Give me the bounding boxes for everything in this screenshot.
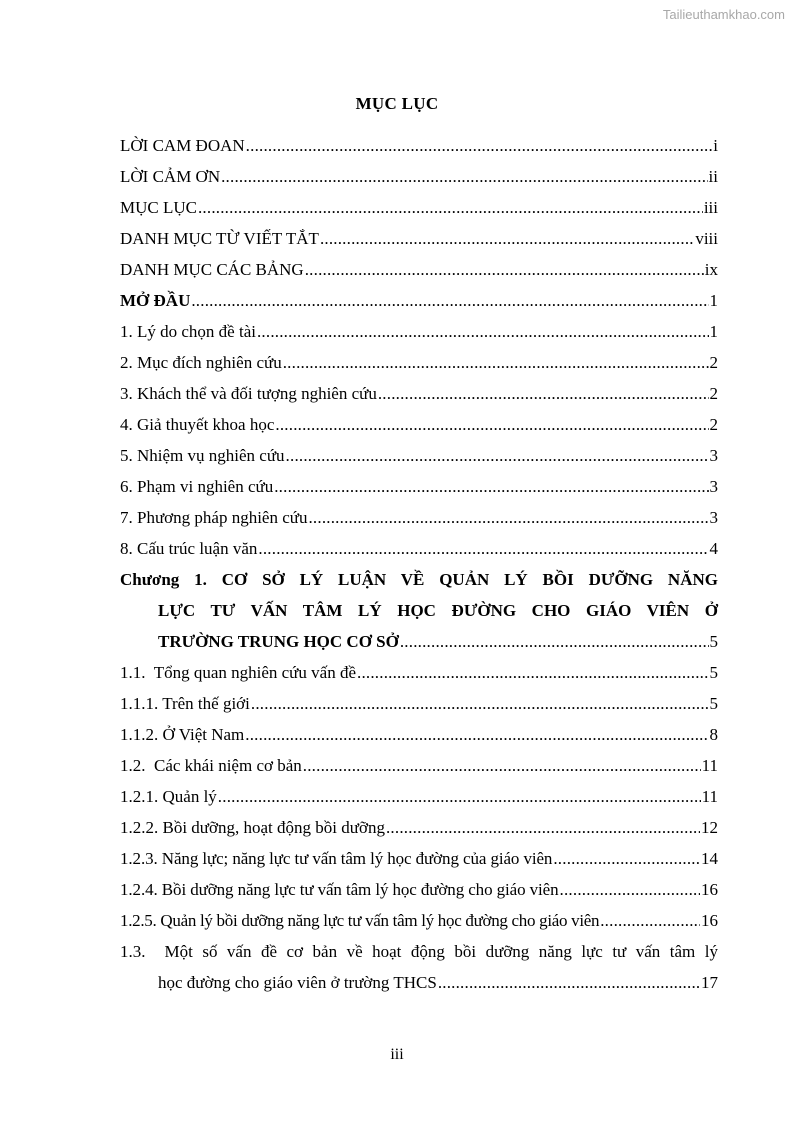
page-title: MỤC LỤC (355, 94, 439, 113)
toc-entry-danh-muc-cac-bang: DANH MỤC CÁC BẢNG ..... ix (120, 254, 718, 285)
toc-entry-cau-truc: 8. Cấu trúc luận văn ..... 4 (120, 533, 718, 564)
toc-section-1-2-3: 1.2.3. Năng lực; năng lực tư vấn tâm lý học đường của giáo viên ..... 14 (120, 843, 718, 874)
toc-entry-khach-the: 3. Khách thể và đối tượng nghiên cứu ..... 2 (120, 378, 718, 409)
toc-section-1-2-4: 1.2.4. Bồi dưỡng năng lực tư vấn tâm lý học đường cho giáo viên ..... 16 (120, 874, 718, 905)
toc-entry-muc-dich: 2. Mục đích nghiên cứu ..... 2 (120, 347, 718, 378)
toc-entry-loi-cam-doan: LỜI CAM ĐOAN ..... i (120, 130, 718, 161)
toc-section-1-2-5: 1.2.5. Quản lý bồi dưỡng năng lực tư vấn tâm lý học đường cho giáo viên ..... 16 (120, 905, 718, 936)
page-number: iii (390, 1046, 404, 1063)
toc-section-1-2-2: 1.2.2. Bồi dưỡng, hoạt động bồi dưỡng ..... 12 (120, 812, 718, 843)
toc-section-1-2-1: 1.2.1. Quản lý ..... 11 (120, 781, 718, 812)
table-of-contents (120, 130, 718, 998)
toc-section-1-2: 1.2. Các khái niệm cơ bản ..... 11 (120, 750, 718, 781)
toc-entry-danh-muc-tu-viet-tat: DANH MỤC TỪ VIẾT TẮT ..... viii (120, 223, 718, 254)
toc-entry-ly-do: 1. Lý do chọn đề tài ..... 1 (120, 316, 718, 347)
toc-chapter1-line1: Chương 1. CƠ SỞ LÝ LUẬN VỀ QUẢN LÝ BỒI DƯỠNG NĂNG (120, 570, 718, 589)
toc-entry-nhiem-vu: 5. Nhiệm vụ nghiên cứu ..... 3 (120, 440, 718, 471)
toc-section-1-3-line1: 1.3. Một số vấn đề cơ bản về hoạt động bồi dưỡng năng lực tư vấn tâm lý (120, 942, 718, 961)
toc-entry-muc-luc: MỤC LỤC ..... iii (120, 192, 718, 223)
toc-section-1-1: 1.1. Tổng quan nghiên cứu vấn đề ..... 5 (120, 657, 718, 688)
toc-section-1-1-2: 1.1.2. Ở Việt Nam ..... 8 (120, 719, 718, 750)
toc-chapter1-line3: TRƯỜNG TRUNG HỌC CƠ SỞ ..... 5 (120, 626, 718, 657)
toc-entry-gia-thuyet: 4. Giả thuyết khoa học ..... 2 (120, 409, 718, 440)
toc-chapter1-line2: LỰC TƯ VẤN TÂM LÝ HỌC ĐƯỜNG CHO GIÁO VIÊN Ở (158, 601, 718, 620)
toc-entry-mo-dau: MỞ ĐẦU ..... 1 (120, 285, 718, 316)
toc-entry-phuong-phap: 7. Phương pháp nghiên cứu ..... 3 (120, 502, 718, 533)
toc-section-1-1-1: 1.1.1. Trên thế giới ..... 5 (120, 688, 718, 719)
toc-entry-pham-vi: 6. Phạm vi nghiên cứu ..... 3 (120, 471, 718, 502)
watermark: Tailieuthamkhao.com (662, 7, 785, 22)
toc-section-1-3-line2: học đường cho giáo viên ở trường THCS ..... 17 (120, 967, 718, 998)
toc-entry-loi-cam-on: LỜI CẢM ƠN ..... ii (120, 161, 718, 192)
